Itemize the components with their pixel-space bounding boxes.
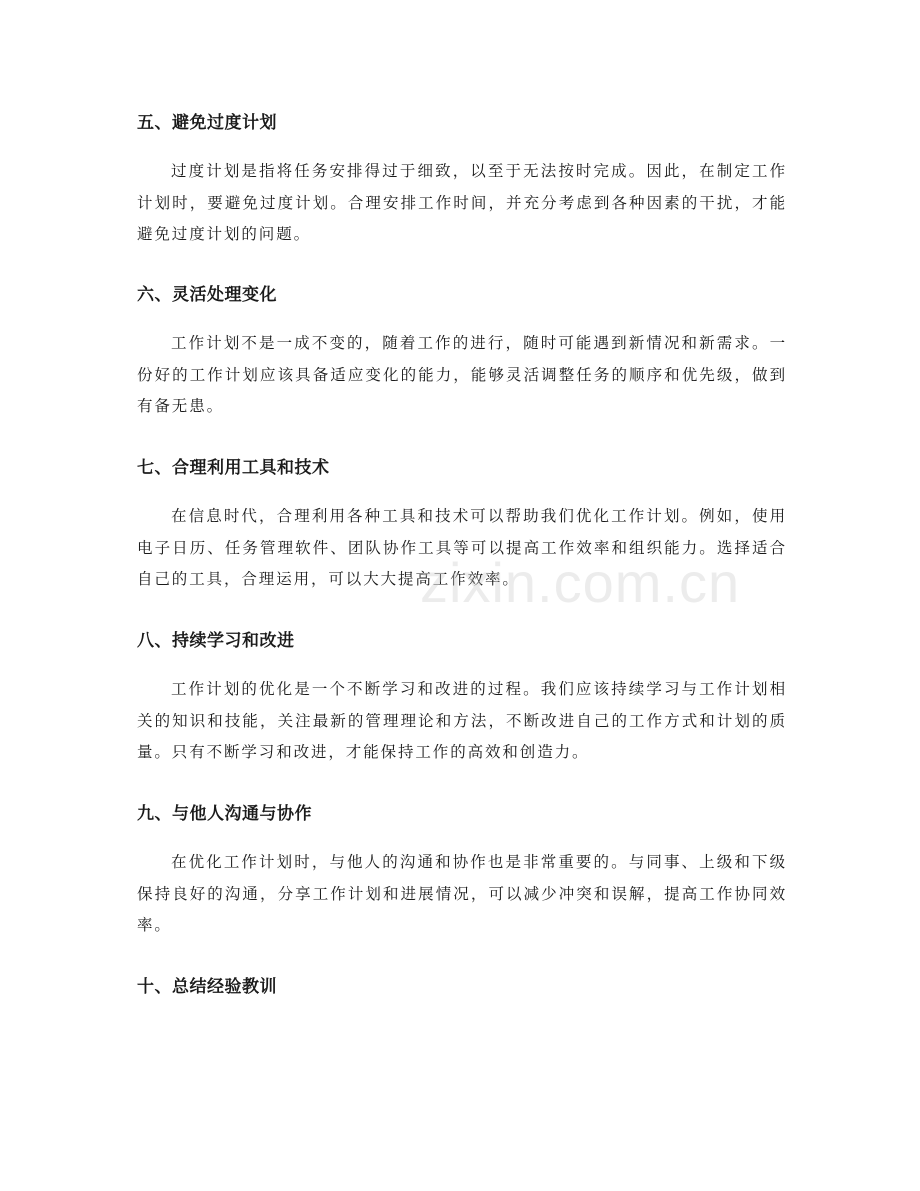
section-5-heading: 五、避免过度计划 (137, 113, 277, 133)
section-9-paragraph: 在优化工作计划时，与他人的沟通和协作也是非常重要的。与同事、上级和下级保持良好的沟通，分享工作计划和进展情况，可以减少冲突和误解，提高工作协同效率。 (137, 853, 787, 934)
section-6-heading: 六、灵活处理变化 (137, 285, 277, 305)
section-7-paragraph: 在信息时代，合理利用各种工具和技术可以帮助我们优化工作计划。例如，使用电子日历、任务管理软件、团队协作工具等可以提高工作效率和组织能力。选择适合自己的工具，合理运用，可以大大提高工作效率。 (137, 507, 787, 588)
section-6-paragraph: 工作计划不是一成不变的，随着工作的进行，随时可能遇到新情况和新需求。一份好的工作计划应该具备适应变化的能力，能够灵活调整任务的顺序和优先级，做到有备无患。 (137, 334, 787, 415)
section-5-paragraph: 过度计划是指将任务安排得过于细致，以至于无法按时完成。因此，在制定工作计划时，要避免过度计划。合理安排工作时间，并充分考虑到各种因素的干扰，才能避免过度计划的问题。 (137, 162, 787, 243)
section-9-heading: 九、与他人沟通与协作 (137, 804, 312, 824)
section-10-heading: 十、总结经验教训 (137, 977, 277, 997)
section-8-paragraph: 工作计划的优化是一个不断学习和改进的过程。我们应该持续学习与工作计划相关的知识和技能，关注最新的管理理论和方法，不断改进自己的工作方式和计划的质量。只有不断学习和改进，才能保持工作的高效和创造力。 (137, 680, 787, 761)
section-7-heading: 七、合理利用工具和技术 (137, 458, 330, 478)
section-8-heading: 八、持续学习和改进 (137, 631, 295, 651)
watermark: zixin.com.cn (420, 551, 741, 614)
